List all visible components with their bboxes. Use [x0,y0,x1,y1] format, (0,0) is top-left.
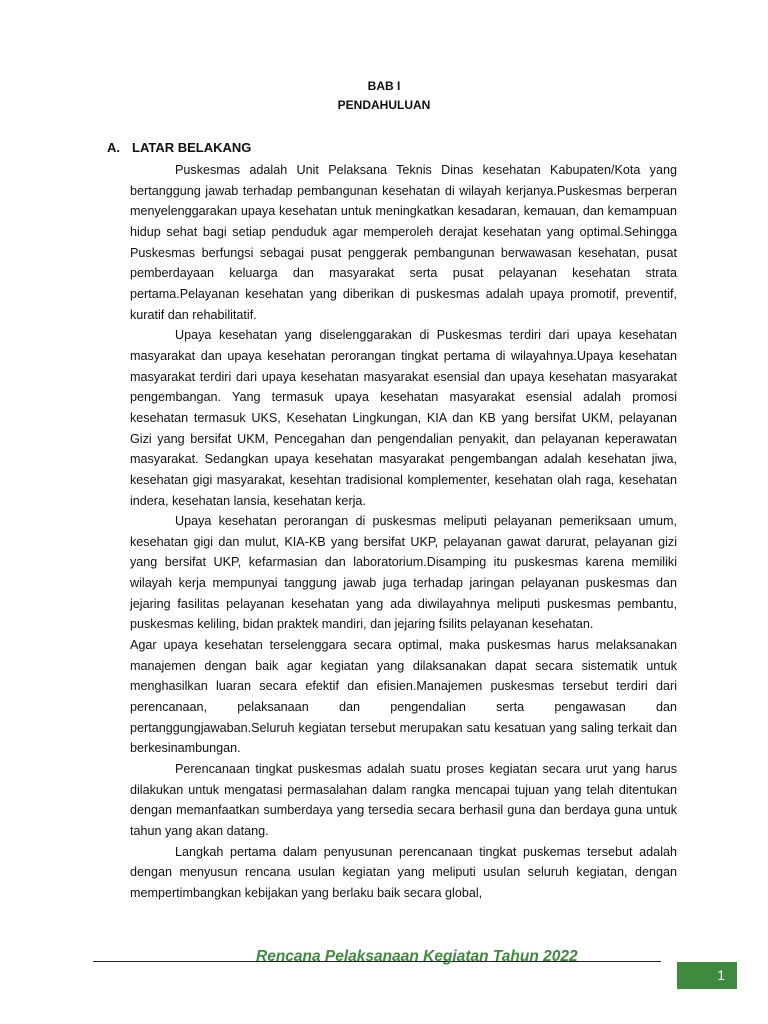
paragraph: Puskesmas adalah Unit Pelaksana Teknis Dinas kesehatan Kabupaten/Kota yang bertanggung jawab terhadap pembangunan kesehatan di wilayah kerjanya.Puskesmas berperan menyelenggarakan upaya kesehatan untuk meningkatkan kesadaran, kemauan, dan kemampuan hidup sehat bagi setiap penduduk agar memperoleh derajat kesehatan yang optimal.Sehingga Puskesmas berfungsi sebagai pusat penggerak pembangunan berwawasan kesehatan, pusat pemberdayaan keluarga dan masyarakat serta pusat pelayanan kesehatan strata pertama.Pelayanan kesehatan yang diberikan di puskesmas adalah upaya promotif, preventif, kuratif dan rehabilitatif. [130,163,677,322]
section-title: LATAR BELAKANG [132,140,252,155]
section-heading [107,139,251,157]
paragraph: Upaya kesehatan yang diselenggarakan di Puskesmas terdiri dari upaya kesehatan masyarakat dan upaya kesehatan perorangan tingkat pertama di wilayahnya.Upaya kesehatan masyarakat terdiri dari upaya kesehatan masyarakat esensial dan upaya kesehatan masyarakat pengembangan. Yang termasuk upaya kesehatan masyarakat esensial adalah promosi kesehatan termasuk UKS, Kesehatan Lingkungan, KIA dan KB yang bersifat UKM, pelayanan Gizi yang bersifat UKM, Pencegahan dan pengendalian penyakit, dan pelayanan keperawatan masyarakat. Sedangkan upaya kesehatan masyarakat pengembangan adalah kesehatan jiwa, kesehatan gigi masyarakat, kesehtan tradisional komplementer, kesehatan olah raga, kesehatan indera, kesehatan lansia, kesehatan kerja. [130,328,677,508]
body-text [130,160,677,904]
paragraph: Langkah pertama dalam penyusunan perencanaan tingkat puskemas tersebut adalah dengan menyusun rencana usulan kegiatan yang meliputi usulan seluruh kegiatan, dengan mempertimbangkan kebijakan yang berlaku baik secara global, [130,844,677,900]
chapter-title: PENDAHULUAN [337,98,431,112]
paragraph: Upaya kesehatan perorangan di puskesmas meliputi pelayanan pemeriksaan umum, kesehatan gigi dan mulut, KIA-KB yang bersifat UKP, pelayanan gawat darurat, pelayanan gizi yang bersifat UKP, kefarmasian dan laboratorium.Disamping itu puskesmas karena memiliki wilayah kerja mempunyai tanggung jawab juga terhadap jaringan pelayanan puskesmas dan jejaring fasilitas pelayanan kesehatan yang ada diwilayahnya meliputi puskesmas pembantu, puskesmas keliling, bidan praktek mandiri, dan jejaring fsilits pelayanan kesehatan. [130,514,677,632]
paragraph: Agar upaya kesehatan terselenggara secara optimal, maka puskesmas harus melaksanakan manajemen dengan baik agar kegiatan yang dilaksanakan dapat secara sistematik untuk menghasilkan luaran secara efektif dan efisien.Manajemen puskesmas tersebut terdiri dari perencanaan, pelaksanaan dan pengendalian serta pengawasan dan pertanggungjawaban.Seluruh kegiatan tersebut merupakan satu kesatuan yang saling terkait dan berkesinambungan. [130,638,677,756]
footer-title: Rencana Pelaksanaan Kegiatan Tahun 2022 [256,948,578,965]
chapter-number: BAB I [367,79,401,93]
section-letter: A. [107,140,120,155]
paragraph: Perencanaan tingkat puskesmas adalah suatu proses kegiatan secara urut yang harus dilakukan untuk mengatasi permasalahan dalam rangka mencapai tujuan yang telah ditentukan dengan memanfaatkan sumberdaya yang tersedia secara berhasil guna dan berdaya guna untuk tahun yang akan datang. [130,762,677,838]
page-number-badge: 1 [677,962,737,989]
